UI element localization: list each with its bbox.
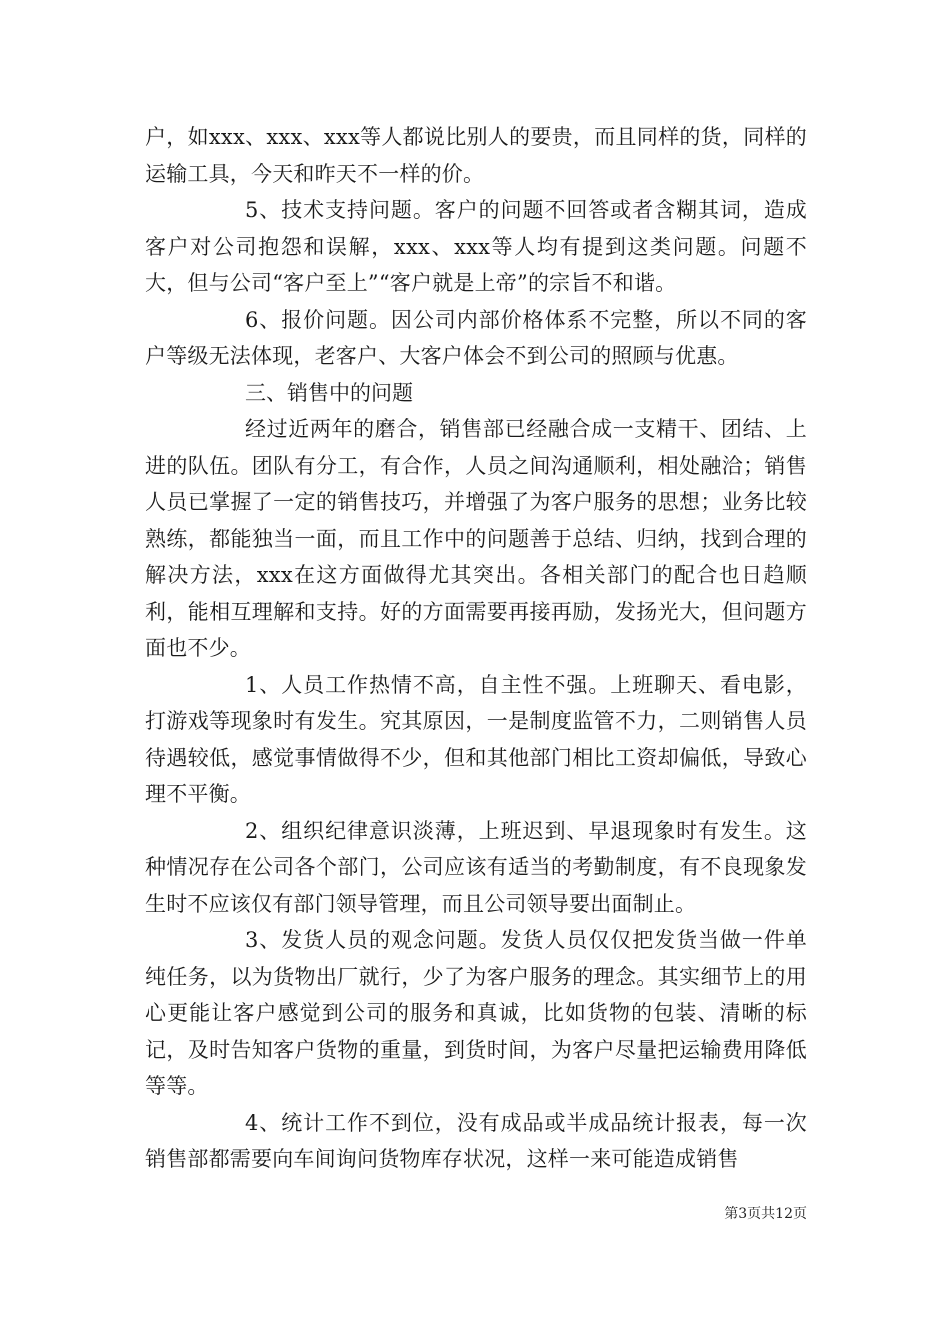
section-heading-sales-issues: 三、销售中的问题	[245, 380, 413, 405]
document-body	[145, 119, 807, 1178]
paragraph-sales-overview: 经过近两年的磨合，销售部已经融合成一支精干、团结、上进的队伍。团队有分工，有合作，人员之间沟通顺利，相处融洽；销售人员已掌握了一定的销售技巧，并增强了为客户服务的思想；业务比较熟练，都能独当一面，而且工作中的问题善于总结、归纳，找到合理的解决方法，xxx在这方面做得尤其突出。各相关部门的配合也日趋顺利，能相互理解和支持。好的方面需要再接再励，发扬光大，但问题方面也不少。	[145, 417, 807, 660]
paragraph-pricing: 6、报价问题。因公司内部价格体系不完整，所以不同的客户等级无法体现，老客户、大客户体会不到公司的照顾与优惠。	[145, 307, 807, 368]
paragraph-issue-1: 1、人员工作热情不高，自主性不强。上班聊天、看电影，打游戏等现象时有发生。究其原因，一是制度监管不力，二则销售人员待遇较低，感觉事情做得不少，但和其他部门相比工资却偏低，导致心理不平衡。	[145, 672, 807, 806]
paragraph-tech-support: 5、技术支持问题。客户的问题不回答或者含糊其词，造成客户对公司抱怨和误解，xxx、xxx等人均有提到这类问题。问题不大，但与公司“客户至上”“客户就是上帝”的宗旨不和谐。	[145, 198, 807, 295]
paragraph-issue-3: 3、发货人员的观念问题。发货人员仅仅把发货当做一件单纯任务，以为货物出厂就行，少了为客户服务的理念。其实细节上的用心更能让客户感觉到公司的服务和真诚，比如货物的包装、清晰的标记，及时告知客户货物的重量，到货时间，为客户尽量把运输费用降低等等。	[145, 928, 807, 1098]
paragraph-issue-2: 2、组织纪律意识淡薄，上班迟到、早退现象时有发生。这种情况存在公司各个部门，公司应该有适当的考勤制度，有不良现象发生时不应该仅有部门领导管理，而且公司领导要出面制止。	[145, 818, 807, 916]
paragraph-continuation: 户，如xxx、xxx、xxx等人都说比别人的要贵，而且同样的货，同样的运输工具，今天和昨天不一样的价。	[145, 125, 807, 186]
page-number-footer: 第3页共12页	[724, 1206, 807, 1222]
paragraph-issue-4: 4、统计工作不到位，没有成品或半成品统计报表，每一次销售部都需要向车间询问货物库存状况，这样一来可能造成销售	[145, 1110, 807, 1171]
